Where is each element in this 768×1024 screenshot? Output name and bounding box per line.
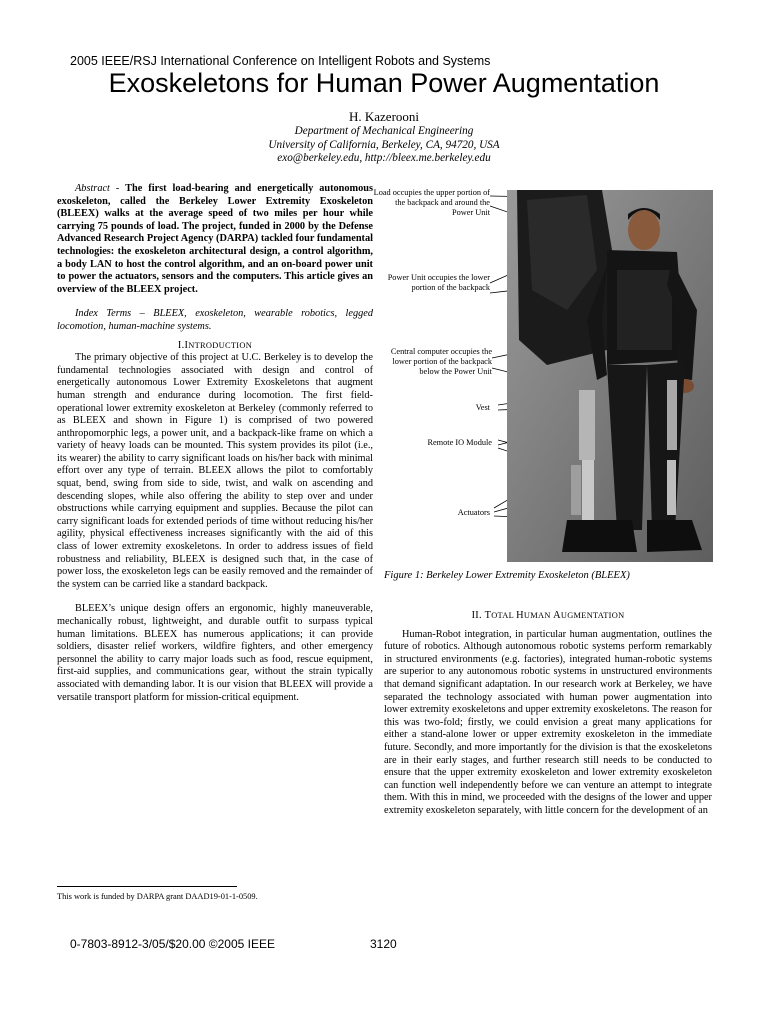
index-terms: Index Terms – BLEEX, exoskeleton, wearable robotics, legged locomotion, human-machine systems. — [57, 308, 373, 332]
abstract-text: The first load-bearing and energetically autonomous exoskeleton, called the Berkeley Lower Extremity Exoskeleton (BLEEX) walks at the average speed of two miles per hour while carrying 75 pounds of load. The project, funded in 2000 by the Defense Advanced Research Project Agency (DARPA) tackled four fundamental technologies: the exoskeleton architectural design, a control algorithm, a body LAN to host the control algorithm, and an on-board power unit to power the actuators, sensors and the computers. This article gives an overview of the BLEEX project. — [57, 183, 373, 295]
callout-actuators: Actuators — [457, 508, 490, 517]
intro-paragraph: The primary objective of this project at U.C. Berkeley is to develop the fundamental technologies associated with design and control of energetically autonomous Lower Extremity Exoskeletons that augment human strength and endurance during locomotion. The first field-operational lower extremity exoskeleton at Berkeley (commonly referred to as BLEEX and shown in Figure 1) is comprised of two powered anthropomorphic legs, a power unit, and a backpack-like frame on which a variety of heavy loads can be mounted. This system provides its pilot (i.e., its wearer) the ability to carry significant loads on his/her back with minimal effort over any type of terrain. BLEEX allows the pilot to comfortably squat, bend, swing from side to side, twist, and walk on ascending and descending slopes, while also offering the ability to step over and under obstructions while carrying equipment and supplies. Because the pilot can carry significant loads for extended periods of time without reducing his/her agility, physical effectiveness increases significantly with the aid of this class of lower extremity exoskeletons. In order to address issues of field robustness and reliability, BLEEX is designed such that, in the case of power loss, the exoskeleton legs can be easily removed and the remainder of the system can be carried like a standard backpack. — [57, 352, 373, 590]
right-column — [384, 604, 712, 818]
affiliation-department: Department of Mechanical Engineering — [294, 125, 474, 137]
author-name: H. Kazerooni — [348, 109, 420, 124]
callout-vest: Vest — [475, 403, 490, 412]
affiliation-university: University of California, Berkeley, CA, 94720, USA — [268, 138, 500, 151]
paper-title: Exoskeletons for Human Power Augmentation — [108, 68, 660, 98]
section-heading-total-human-augmentation: II. TOTAL HUMAN AUGMENTATION — [471, 610, 625, 621]
footer-isbn: 0-7803-8912-3/05/$20.00 ©2005 IEEE — [70, 937, 275, 951]
callout-power-unit: Power Unit occupies the lower portion of the backpack — [387, 273, 490, 293]
intro-paragraph: BLEEX’s unique design offers an ergonomic, highly maneuverable, mechanically robust, lightweight, and durable outfit to surpass typical human limitations. BLEEX has numerous applications; it can provide soldiers, disaster relief workers, wildfire fighters, and other emergency personnel the ability to carry major loads such as food, rescue equipment, first-aid supplies, and communications gear, without the strain typically associated with demanding labor. It is our vision that BLEEX will provide a versatile transport platform for mission-critical equipment. — [57, 603, 373, 703]
page-number: 3120 — [370, 937, 397, 951]
conference-line: 2005 IEEE/RSJ International Conference on Intelligent Robots and Systems — [70, 54, 491, 68]
section2-paragraph: Human-Robot integration, in particular human augmentation, outlines the future of robotics. Although autonomous robotic systems perform remarkably in structured environments (e.g. factories), integrated human-robotic systems are superior to any autonomous robotic systems in unstructured environments that demand significant adaptation. In our research work at Berkeley, we have separated the technology associated with human power augmentation into lower extremity exoskeletons and upper extremity exoskeletons. The reason for this was two-fold; firstly, we could envision a great many applications for either a stand-alone lower or upper extremity exoskeleton in the immediate future. Secondly, and more importantly for the division is that the exoskeletons are in their early stages, and further research still needs to be conducted to ensure that the upper extremity exoskeleton and lower extremity exoskeleton can function well independently before we can venture an attempt to integrate them. With this in mind, we proceeded with the designs of the lower and upper extremity exoskeleton separately, with little concern for the development of an — [384, 628, 712, 816]
callout-central-computer: Central computer occupies the lower portion of the backpack below the Power Unit — [390, 347, 492, 377]
callout-load: Load occupies the upper portion of the backpack and around the Power Unit — [373, 188, 490, 218]
affiliation-contact: exo@berkeley.edu, http://bleex.me.berkeley.edu — [277, 152, 491, 164]
bleex-photo — [507, 190, 713, 562]
figure-caption: Figure 1: Berkeley Lower Extremity Exoskeleton (BLEEX) — [384, 570, 630, 581]
footnote: This work is funded by DARPA grant DAAD19-01-1-0509. — [57, 892, 258, 901]
callout-remote-io: Remote IO Module — [427, 438, 492, 447]
section-heading-introduction: I.INTRODUCTION — [177, 339, 253, 351]
abstract-label: Abstract - — [75, 183, 120, 194]
